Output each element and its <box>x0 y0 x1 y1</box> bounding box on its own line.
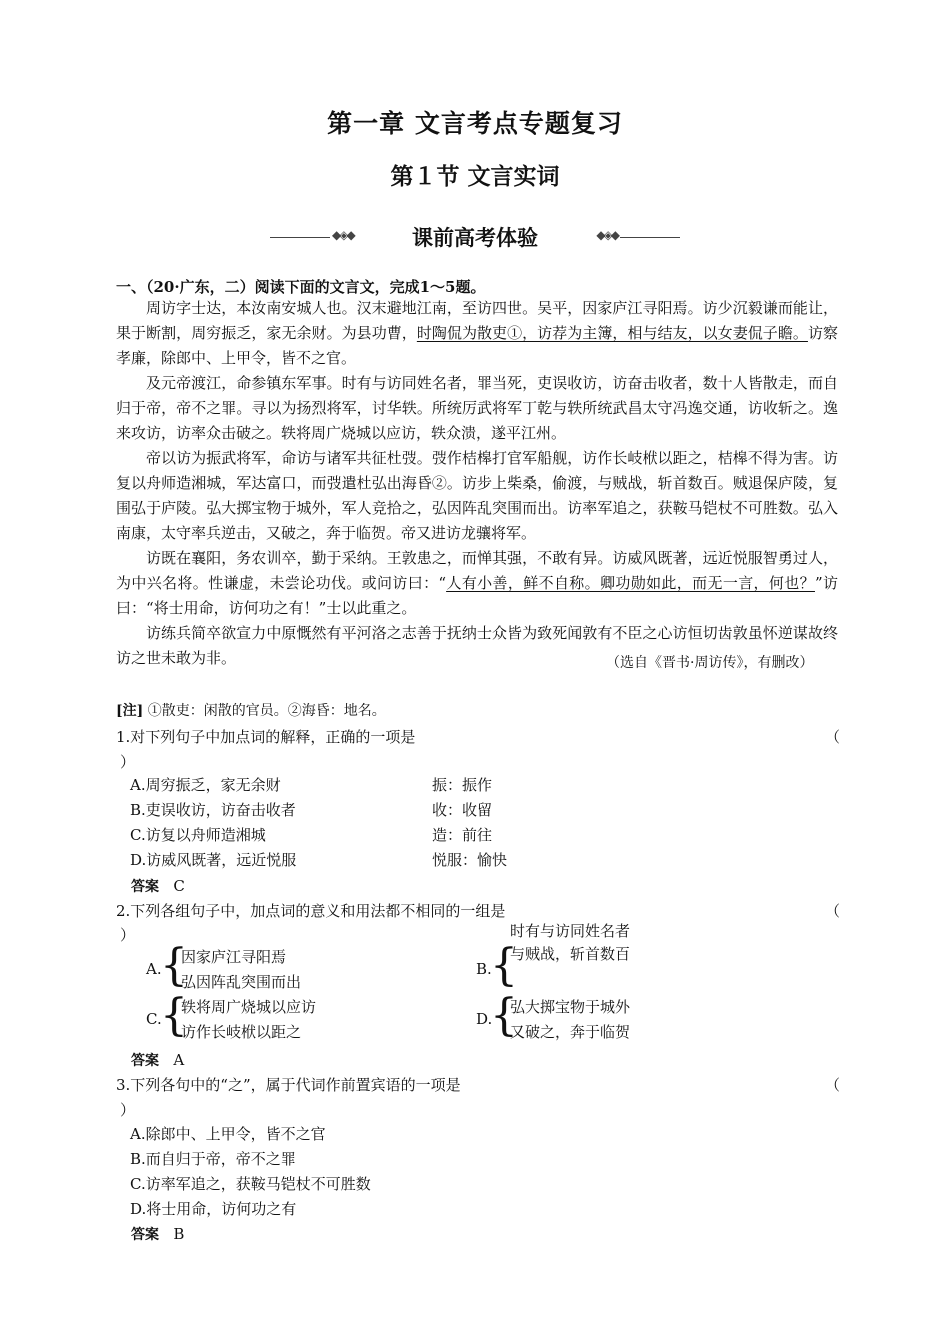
question-2-group-c-line-2: 访作长岐栿以距之 <box>181 1023 302 1041</box>
question-3-option-c: C.访率军追之，获鞍马铠杖不可胜数 <box>130 1175 371 1193</box>
chapter-title: 第一章 文言考点专题复习 <box>327 109 623 138</box>
passage-underlined-text: 时陶侃为散吏①，访荐为主簿，相与结友，以女妻侃子瞻。 <box>416 324 808 342</box>
answer-value: C <box>173 877 185 895</box>
passage-text: ”访曰：“将士用命，访何功之有！”士以此重之。 <box>116 574 838 617</box>
answer-value: B <box>173 1225 185 1243</box>
question-2-answer <box>131 1050 184 1070</box>
question-2-group-d-line-2: 又破之，奔于临贺 <box>510 1023 631 1041</box>
answer-label: 答案 <box>131 1053 159 1069</box>
question-1-option-b-gloss: 收：收留 <box>432 801 493 819</box>
question-2-stem: 2.下列各组句子中，加点词的意义和用法都不相同的一组是 <box>116 902 506 920</box>
passage-text: 访练兵简卒欲宣力中原慨然有平河洛之志善于抚纳士众皆为致死闻敦有不臣之心访恒切齿敦虽怀逆谋故终访之世未敢为非。 <box>116 624 838 667</box>
passage-paragraph <box>116 546 838 621</box>
passage-underlined-text: 人有小善，鲜不自称。卿功勋如此，而无一言，何也？ <box>446 574 815 592</box>
question-2-group-a-line-2: 弘因阵乱突围而出 <box>181 973 302 991</box>
banner-ornament-right-icon: ◆◈◆ <box>596 228 618 242</box>
question-1-option-a-gloss: 振：振作 <box>432 776 493 794</box>
passage-text: 及元帝渡江，命参镇东军事。时有与访同姓名者，罪当死，吏误收访，访奋击收者，数十人皆散走，而自归于帝，帝不之罪。寻以为扬烈将军，讨华轶。所统厉武将军丁乾与轶所统武昌太守冯逸交通，访收斩之。逸来攻访，访率众击破之。轶将周广烧城以应访，轶众溃，遂平江州。 <box>116 374 838 442</box>
question-3-option-d: D.将士用命，访何功之有 <box>130 1200 297 1218</box>
question-1-paren-close: ） <box>120 753 136 771</box>
question-2-paren-open: （ <box>825 902 841 920</box>
footnote-text: ①散吏：闲散的官员。②海昏：地名。 <box>147 703 386 719</box>
question-2-group-c-label: C. <box>146 1010 162 1028</box>
passage-text: 访察孝廉，除郎中、上甲令，皆不之官。 <box>116 324 838 367</box>
question-1-option-a: A.周穷振乏，家无余财 <box>130 776 281 794</box>
question-3-stem: 3.下列各句中的“之”，属于代词作前置宾语的一项是 <box>116 1076 461 1094</box>
question-3-option-b: B.而自归于帝，帝不之罪 <box>130 1150 296 1168</box>
question-1-stem: 1.对下列句子中加点词的解释，正确的一项是 <box>116 728 416 746</box>
question-1-answer <box>131 876 185 896</box>
section-title: 第１节 文言实词 <box>390 163 560 190</box>
question-1-option-d-gloss: 悦服：愉快 <box>432 851 508 869</box>
question-2-group-b-label: B. <box>476 960 492 978</box>
banner-ornament-left-icon: ◆◈◆ <box>332 228 354 242</box>
question-2-group-c-line-1: 轶将周广烧城以应访 <box>181 998 317 1016</box>
question-3-paren-open: （ <box>825 1076 841 1094</box>
question-1-option-b: B.吏误收访，访奋击收者 <box>130 801 296 819</box>
question-2-group-d-line-1: 弘大掷宝物于城外 <box>510 998 631 1016</box>
question-2-paren-close: ） <box>120 926 136 944</box>
brace-icon: { <box>160 990 188 1041</box>
question-1-option-d: D.访威风既著，远近悦服 <box>130 851 297 869</box>
question-group-heading: 一、（20·广东，二）阅读下面的文言文，完成1～5题。 <box>116 278 486 296</box>
question-1-paren-open: （ <box>825 728 841 746</box>
passage-source: （选自《晋书·周访传》，有删改） <box>606 655 814 671</box>
question-2-group-b-line-2: 与贼战，斩首数百 <box>510 945 631 963</box>
footnote <box>116 700 386 720</box>
brace-icon: { <box>490 940 518 991</box>
footnote-label: [注] <box>116 703 144 719</box>
passage-paragraph <box>116 296 838 371</box>
answer-label: 答案 <box>131 1227 159 1243</box>
question-2-group-a-line-1: 因家庐江寻阳焉 <box>181 948 287 966</box>
banner-text: 课前高考体验 <box>412 226 538 250</box>
passage-text: 周访字士达，本汝南安城人也。汉末避地江南，至访四世。吴平，因家庐江寻阳焉。访少沉毅谦而能让，果于断割，周穷振乏，家无余财。为县功曹， <box>116 299 838 342</box>
passage-paragraph <box>116 446 838 546</box>
question-3-paren-close: ） <box>120 1101 136 1119</box>
brace-icon: { <box>160 940 188 991</box>
passage-text: 访既在襄阳，务农训卒，勤于采纳。王敦患之，而惮其强，不敢有异。访威风既著，远近悦服智勇过人，为中兴名将。性谦虚，未尝论功伐。或问访曰：“ <box>116 549 838 592</box>
question-2-group-b-line-1: 时有与访同姓名者 <box>510 922 631 940</box>
answer-value: A <box>173 1051 185 1069</box>
question-2-group-a-label: A. <box>146 960 162 978</box>
question-2-group-d-label: D. <box>476 1010 493 1028</box>
passage-paragraph <box>116 371 838 446</box>
question-1-option-c-gloss: 造：前往 <box>432 826 493 844</box>
question-3-option-a: A.除郎中、上甲令，皆不之官 <box>130 1125 326 1143</box>
section-banner <box>270 222 680 252</box>
brace-icon: { <box>490 990 518 1041</box>
passage-text: 帝以访为振武将军，命访与诸军共征杜弢。弢作桔槔打官军船舰，访作长岐栿以距之，桔槔不得为害。访复以舟师造湘城，军达富口，而弢遣杜弘出海昏②。访步上柴桑，偷渡，与贼战，斩首数百。贼退保庐陵，复围弘于庐陵。弘大掷宝物于城外，军人竞拾之，弘因阵乱突围而出。访率军追之，获鞍马铠杖不可胜数。弘入南康，太守率兵逆击，又破之，奔于临贺。帝又进访龙骧将军。 <box>116 449 838 542</box>
answer-label: 答案 <box>131 879 159 895</box>
passage <box>116 296 838 671</box>
question-1-option-c: C.访复以舟师造湘城 <box>130 826 266 844</box>
question-3-answer <box>131 1224 184 1244</box>
